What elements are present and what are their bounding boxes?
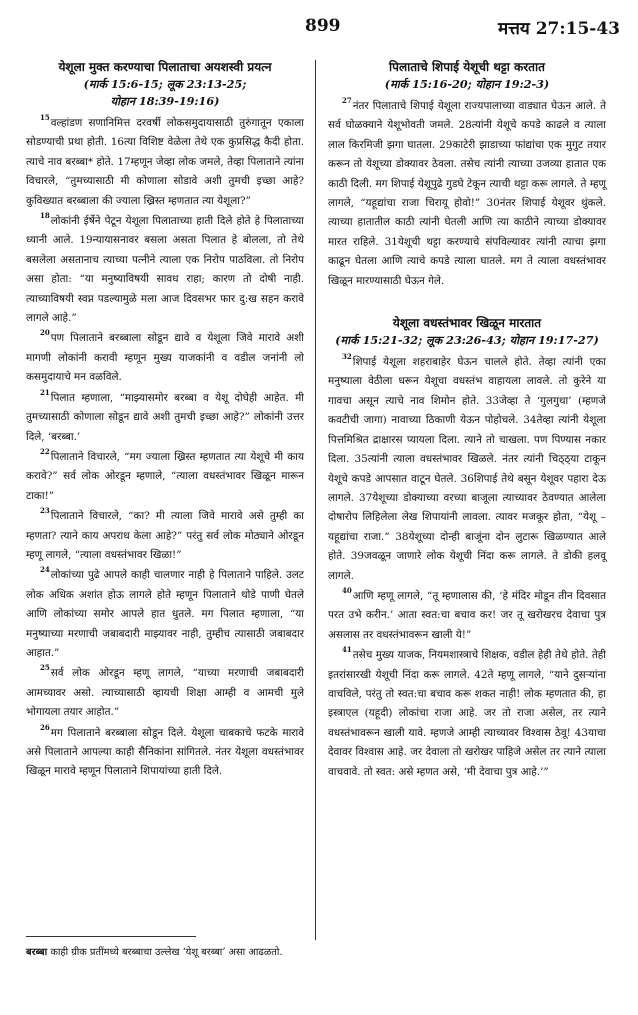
verse-paragraph xyxy=(26,212,304,328)
verse-text: सर्व लोक ओरडून म्हणू लागले, “याच्या मरणाची जबाबदारी आमच्यावर असो. त्याच्यासाठी व्हायची शिक्षा आम्ही व आमची मुले भोगायला तयार आहोत.” xyxy=(26,667,304,719)
section-heading: येशूला मुक्त करण्याचा पिलाताचा अयशस्वी प्रयत्न xyxy=(58,60,272,74)
verse-paragraph xyxy=(26,329,304,387)
verse-text: पण पिलाताने बरब्बाला सोडून द्यावे व येशूला जिवे मारावे अशी मागणी लोकांनी करावी म्हणून मुख्य याजकांनी व वडील जनांनी लो कसमुदायाचे मन वळविले. xyxy=(26,332,304,384)
verse-paragraph xyxy=(328,587,606,645)
verse-number: 20 xyxy=(40,328,50,338)
verse-list xyxy=(26,114,304,782)
verse-text: नंतर पिलाताचे शिपाई येशूला राज्यपालाच्या वाड्यात घेऊन आले. ते सर्व घोळक्याने येशूभोवती जमले. 28त्यांनी येशूचे कपडे काढले व त्याला लाल किरमिजी झगा घातला. 29काटेरी झाडाच्या फांद्यांचा एक मुगुट तयार करून तो येशूच्या डोक्यावर ठेवला. तसेच त्यांनी त्याच्या उजव्या हातात एक काठी दिली. मग शिपाई येशूपुढे गुडघे टेकून त्याची थट्टा करू लागले. ते म्हणू लागले, “यहूद्यांचा राजा चिरायू होवो!” 30नंतर शिपाई येशूवर थुंकले. त्याच्या हातातील काठी त्यांनी घेतली आणि त्या काठीने त्याच्या डोक्यावर मारत राहिले. 31येशूची थट्टा करण्याचे संपविल्यावर त्यांनी त्याचा झगा काढून घेतला आणि त्याचे कपडे त्याला घातले. मग ते त्याला वधस्तंभावर खिळून मारण्यासाठी घेऊन गेले. xyxy=(328,100,606,287)
footnote xyxy=(26,944,306,961)
column-divider xyxy=(315,60,316,940)
left-column xyxy=(26,58,304,783)
parallel-reference: (मार्क 15:16-20; योहान 19:2-3) xyxy=(384,77,550,91)
verse-paragraph xyxy=(328,646,606,782)
verse-number: 18 xyxy=(40,211,50,221)
verse-paragraph xyxy=(26,448,304,506)
verse-paragraph xyxy=(26,664,304,722)
verse-text: पिलाताने विचारले, “का? मी त्याला जिवे मारावे असे तुम्ही का म्हणता? त्याने काय अपराध केला आहे?” परंतु सर्व लोक मोठ्याने ओरडून म्हणू लागले, “त्याला वधस्तंभावर खिळा!” xyxy=(26,510,304,561)
footnote-text: काही ग्रीक प्रतींमध्ये बरब्बाचा उल्लेख ‘येशू बरब्बा’ असा आढळतो. xyxy=(50,947,283,958)
verse-text: मग पिलाताने बरब्बाला सोडून दिले. येशूला चाबकाचे फटके मारावे असे पिलाताने आपल्या काही सैनिकांना सांगितले. नंतर येशूला वधस्तंभावर खिळून मारावे म्हणून पिलाताने शिपायांच्या हाती दिले. xyxy=(26,726,304,778)
verse-text: शिपाई येशूला शहराबाहेर घेऊन चालले होते. तेव्हा त्यांनी एका मनुष्याला वेठीला धरून येशूचा वधस्तंभ वाहायला लावले. तो कुरेने या गावचा असून त्याचे नाव शिमोन होते. 33जेव्हा ते ‘गुलगुथा’ (म्हणजे कवटीची जागा) नावाच्या ठिकाणी येऊन पोहोचले. 34तेव्हा त्यांनी येशूला पित्तमिश्रित द्राक्षारस प्यायला दिला. त्याने तो चाखला. पण पिण्यास नकार दिला. 35त्यांनी त्याला वधस्तंभावर खिळले. नंतर त्यांनी चिठ्ठ्या टाकून येशूचे कपडे आपसात वाटून घेतले. 36शिपाई तेथे बसून येशूवर पहारा देऊ लागले. 37येशूच्या डोक्याच्या वरच्या बाजूला त्याच्यावर ठेवण्यात आलेला दोषारोप लिहिलेला लेख शिपायांनी लावला. त्यावर मजकूर होता, “येशू – यहूद्यांचा राजा.” 38येशूच्या दोन्ही बाजूंना दोन लुटारू खिळण्यात आले होते. 39जवळून जाणारे लोक येशूची निंदा करू लागले. ते डोकी हलवू लागले. xyxy=(328,356,606,582)
running-head-reference: मत्तय 27:15-43 xyxy=(498,19,620,39)
verse-text: पिलाताने विचारले, “मग ज्याला ख्रिस्त म्हणतात त्या येशूचे मी काय करावे?” सर्व लोक ओरडून म्हणाले, “त्याला वधस्तंभावर खिळून मारून टाका!” xyxy=(26,450,304,502)
verse-number: 22 xyxy=(40,446,50,456)
verse-text: आणि म्हणू लागले, “तू म्हणालास की, ‘हे मंदिर मोडून तीन दिवसात परत उभे करीन.’ आता स्वत:चा बचाव कर! जर तू खरोखरच देवाचा पुत्र असलास तर वधस्तंभावरून खाली ये!” xyxy=(328,589,606,641)
page-number: 899 xyxy=(305,16,341,36)
verse-text: पिलात म्हणाला, “माझ्यासमोर बरब्बा व येशू दोघेही आहेत. मी तुमच्यासाठी कोणाला सोडून द्यावे अशी तुमची इच्छा आहे?” लोकांनी उत्तर दिले, ‘बरब्बा.’ xyxy=(26,391,304,443)
verse-text: लोकांच्या पुढे आपले काही चालणार नाही हे पिलाताने पाहिले. उलट लोक अधिक अशांत होऊ लागले होते म्हणून पिलाताने थोडे पाणी घेतले आणि लोकांच्या समोर आपले हात धुतले. मग पिलात म्हणाला, “या मनुष्याच्या मरणाची जबाबदारी माझ्यावर नाही, तुम्हीच त्यासाठी जबाबदार आहात.” xyxy=(26,569,304,659)
verse-paragraph xyxy=(26,724,304,782)
verse-paragraph xyxy=(26,507,304,565)
verse-number: 32 xyxy=(342,352,352,362)
verse-number: 25 xyxy=(40,663,50,673)
verse-number: 15 xyxy=(40,113,50,122)
verse-list xyxy=(328,353,606,782)
verse-number: 27 xyxy=(342,96,352,105)
parallel-reference: योहान 18:39-19:16) xyxy=(110,94,220,108)
section-spacer xyxy=(328,292,606,314)
page-header xyxy=(0,16,638,42)
verse-paragraph xyxy=(26,389,304,447)
verse-list xyxy=(328,97,606,291)
verse-number: 21 xyxy=(40,387,50,397)
footnote-term: बरब्बा xyxy=(26,947,48,958)
section-heading: येशूला वधस्तंभावर खिळून मारतात xyxy=(392,316,542,331)
verse-text: लोकांनी ईर्षेने पेटून येशूला पिलाताच्या हाती दिले होते हे पिलाताच्या ध्यानी आले. 19न्यायासनावर बसला असता पिलात हे बोलला, तो तेथे बसलेला असतानाच त्याच्या पत्नीने त्याला एक निरोप पाठविला. तो निरोप असा होता: “या मनुष्याविषयी सावध राहा; कारण तो दोषी नाही. त्याच्याविषयी स्वप्न पडल्यामुळे मला आज दिवसभर फार दु:ख सहन करावे लागले आहे.” xyxy=(26,215,304,325)
verse-number: 40 xyxy=(342,585,352,595)
verse-number: 41 xyxy=(342,645,352,655)
section-heading: पिलाताचे शिपाई येशूची थट्टा करतात xyxy=(389,60,545,74)
verse-number: 26 xyxy=(40,722,50,732)
verse-paragraph xyxy=(328,97,606,291)
verse-paragraph xyxy=(328,353,606,586)
verse-text: तसेच मुख्य याजक, नियमशास्त्राचे शिक्षक, वडील हेही तेथे होते. तेही इतरांसारखी येशूची निंदा करू लागले. 42ते म्हणू लागले, “याने दुसऱ्यांना वाचविले, परंतु तो स्वत:चा बचाव करू शकत नाही! लोक म्हणतात की, हा इस्त्राएल (यहूदी) लोकांचा राजा आहे. जर तो राजा असेल, तर त्याने वधस्तंभावरून खाली यावे. म्हणजे आम्ही त्याच्यावर विश्वास ठेवू! 43याचा देवावर विश्वास आहे. जर देवाला तो खरोखर पाहिजे असेल तर त्याने त्याला वाचवावे. तो स्वत: असे म्हणत असे, ‘मी देवाचा पुत्र आहे.’” xyxy=(328,649,606,778)
verse-paragraph xyxy=(26,114,304,211)
parallel-reference: (मार्क 15:21-32; लूक 23:26-43; योहान 19:17-27) xyxy=(335,333,599,348)
verse-number: 24 xyxy=(40,565,50,575)
parallel-reference: (मार्क 15:6-15; लूक 23:13-25; xyxy=(83,77,247,91)
verse-number: 23 xyxy=(40,506,50,516)
footnote-rule xyxy=(26,936,196,937)
verse-text: वल्हांडण सणानिमित्त दरवर्षी लोकसमुदायासाठी तुरुंगातून एकाला सोडण्याची प्रथा होती. 16त्या विशिष्ट वेळेला तेथे एक कुप्रसिद्ध कैदी होता. त्याचे नाव बरब्बा* होते. 17म्हणून जेव्हा लोक जमले, तेव्हा पिलाताने त्यांना विचारले, “तुमच्यासाठी मी कोणाला सोडावे अशी तुमची इच्छा आहे? कुविख्यात बरब्बाला की ज्याला ख्रिस्त म्हणतात त्या येशूला?” xyxy=(26,117,304,207)
verse-paragraph xyxy=(26,566,304,663)
right-column xyxy=(328,58,606,783)
